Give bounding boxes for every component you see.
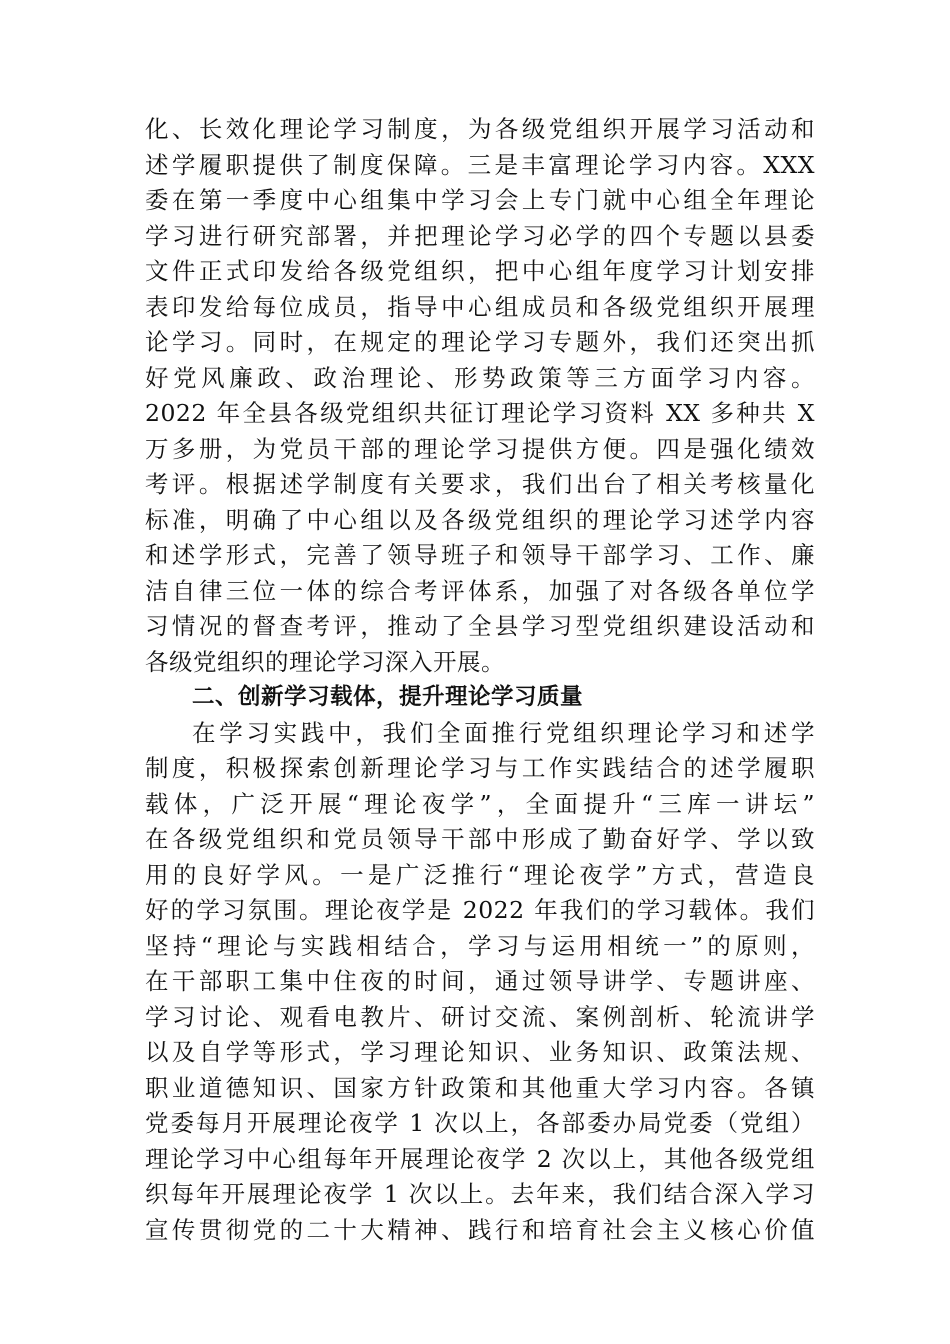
- text-line: 以及自学等形式，学习理论知识、业务知识、政策法规、: [145, 1038, 815, 1066]
- text-line: 和述学形式，完善了领导班子和领导干部学习、工作、廉: [145, 541, 815, 569]
- text-line: 用的良好学风。一是广泛推行“理论夜学”方式，营造良: [145, 860, 815, 889]
- paragraph-1: [145, 112, 815, 680]
- text-line: 在干部职工集中住夜的时间，通过领导讲学、专题讲座、: [145, 967, 815, 995]
- text-line: 化、长效化理论学习制度，为各级党组织开展学习活动和: [145, 115, 815, 143]
- text-line: 坚持“理论与实践相结合，学习与运用相统一”的原则，: [145, 931, 815, 960]
- paragraph-2: [145, 716, 815, 1249]
- text-line: 宣传贯彻党的二十大精神、践行和培育社会主义核心价值: [145, 1215, 815, 1244]
- text-line: 织每年开展理论夜学 1 次以上。去年来，我们结合深入学习: [145, 1180, 815, 1208]
- text-line: 好党风廉政、政治理论、形势政策等三方面学习内容。: [145, 363, 815, 392]
- text-line: 文件正式印发给各级党组织，把中心组年度学习计划安排: [145, 257, 815, 285]
- text-line: 表印发给每位成员，指导中心组成员和各级党组织开展理: [145, 292, 815, 321]
- document-body: [145, 112, 815, 1248]
- text-line: 万多册，为党员干部的理论学习提供方便。四是强化绩效: [145, 434, 815, 463]
- text-line: 载体，广泛开展“理论夜学”，全面提升“三库一讲坛”: [145, 789, 815, 818]
- text-line: 考评。根据述学制度有关要求，我们出台了相关考核量化: [145, 470, 815, 498]
- text-line: 理论学习中心组每年开展理论夜学 2 次以上，其他各级党组: [145, 1144, 815, 1173]
- text-line: 论学习。同时，在规定的理论学习专题外，我们还突出抓: [145, 328, 815, 356]
- text-line: 学习进行研究部署，并把理论学习必学的四个专题以县委: [145, 221, 815, 250]
- text-line: 党委每月开展理论夜学 1 次以上，各部委办局党委（党组）: [145, 1109, 815, 1137]
- text-line: 学习讨论、观看电教片、研讨交流、案例剖析、轮流讲学: [145, 1002, 815, 1031]
- text-line: 在学习实践中，我们全面推行党组织理论学习和述学: [192, 718, 815, 747]
- text-line: 在各级党组织和党员领导干部中形成了勤奋好学、学以致: [145, 825, 815, 853]
- text-line: 各级党组织的理论学习深入开展。: [145, 647, 505, 676]
- text-line: 标准，明确了中心组以及各级党组织的理论学习述学内容: [145, 505, 815, 534]
- text-line: 习情况的督查考评，推动了全县学习型党组织建设活动和: [145, 612, 815, 640]
- text-line: 委在第一季度中心组集中学习会上专门就中心组全年理论: [145, 186, 815, 214]
- text-line: 述学履职提供了制度保障。三是丰富理论学习内容。XXX: [145, 150, 815, 179]
- text-line: 2022 年全县各级党组织共征订理论学习资料 XX 多种共 X: [145, 399, 815, 427]
- text-line: 职业道德知识、国家方针政策和其他重大学习内容。各镇: [145, 1073, 815, 1102]
- section-heading: 二、创新学习载体，提升理论学习质量: [192, 684, 584, 710]
- text-line: 好的学习氛围。理论夜学是 2022 年我们的学习载体。我们: [145, 896, 815, 924]
- text-line: 制度，积极探索创新理论学习与工作实践结合的述学履职: [145, 754, 815, 782]
- text-line: 洁自律三位一体的综合考评体系，加强了对各级各单位学: [145, 576, 815, 605]
